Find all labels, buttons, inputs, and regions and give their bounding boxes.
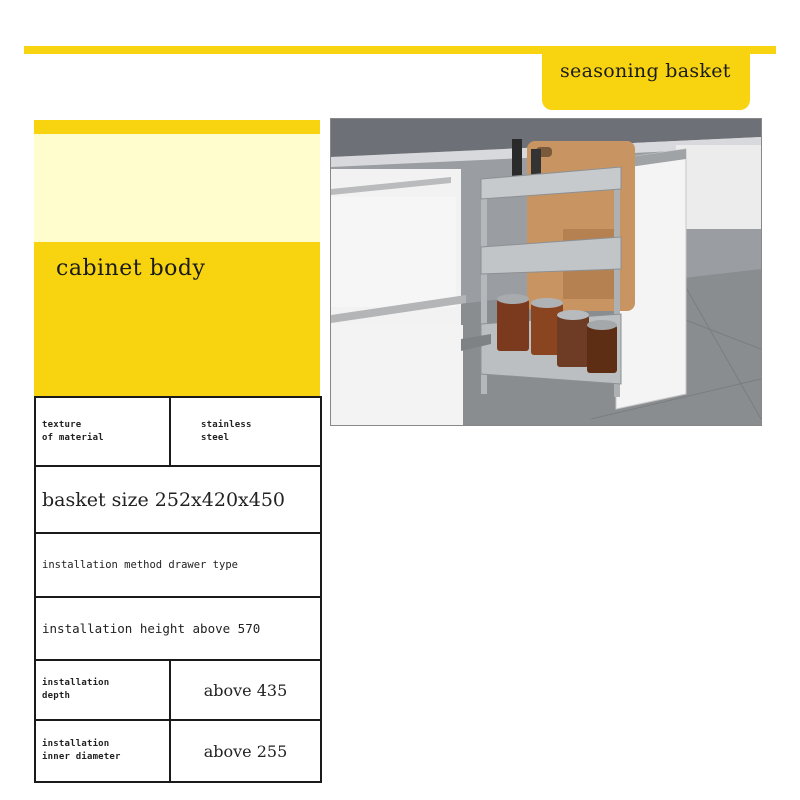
- diameter-value: above 255: [170, 720, 321, 782]
- cabinet-body-panel: [34, 120, 320, 396]
- texture-value: stainless steel: [170, 397, 321, 466]
- installation-method: installation method drawer type: [35, 533, 321, 597]
- depth-value: above 435: [170, 660, 321, 720]
- table-row: [35, 597, 321, 660]
- table-row: [35, 397, 321, 466]
- table-row: [35, 533, 321, 597]
- table-row: [35, 660, 321, 720]
- tag-label: seasoning basket: [560, 60, 731, 82]
- installation-height: installation height above 570: [35, 597, 321, 660]
- basket-size: basket size 252x420x450: [35, 466, 321, 533]
- seasoning-basket-illustration: [331, 119, 761, 425]
- top-accent-bar: [24, 46, 776, 54]
- table-row: [35, 466, 321, 533]
- pale-band: [34, 134, 320, 242]
- spec-table: [34, 396, 322, 783]
- panel-heading: cabinet body: [56, 256, 206, 281]
- texture-label: texture of material: [35, 397, 170, 466]
- seasoning-basket-tag: [542, 54, 750, 110]
- depth-label: installation depth: [35, 660, 170, 720]
- diameter-label: installation inner diameter: [35, 720, 170, 782]
- table-row: [35, 720, 321, 782]
- product-photo: [330, 118, 762, 426]
